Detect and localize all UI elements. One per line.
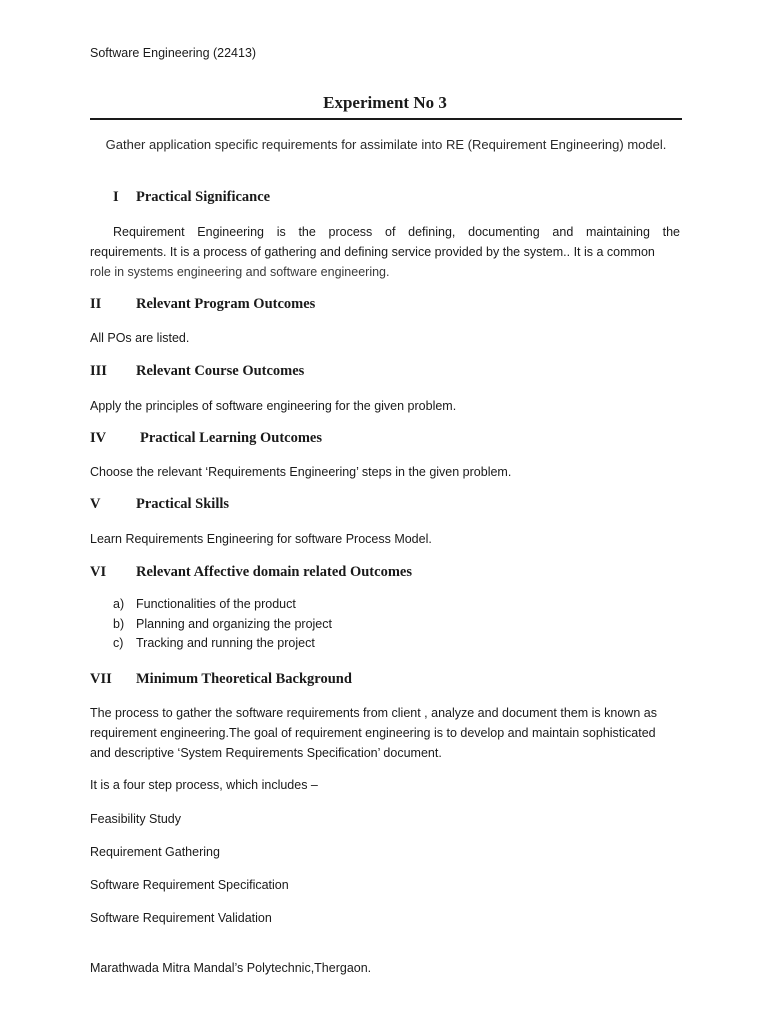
section-heading: Practical Learning Outcomes [140,430,323,446]
paragraph-line: role in systems engineering and software engineering. [90,265,390,279]
process-step: Feasibility Study [90,812,182,826]
section-number: V [90,496,101,512]
page-header: Software Engineering (22413) [90,46,257,60]
section-number: III [90,363,107,379]
process-step: Software Requirement Specification [90,878,289,892]
section-heading: Relevant Course Outcomes [136,363,305,379]
page-footer: Marathwada Mitra Mandal’s Polytechnic,Thergaon. [90,961,372,975]
list-item: Tracking and running the project [136,636,315,650]
list-marker: a) [113,597,125,611]
list-marker: c) [113,636,124,650]
section-number: IV [90,430,107,446]
section-text: Choose the relevant ‘Requirements Engineering’ steps in the given problem. [90,465,512,479]
section-number: VII [90,671,112,687]
section-number: I [113,189,119,205]
title-rule [90,118,682,120]
section-heading: Practical Significance [136,189,271,205]
experiment-aim: Gather application specific requirements for assimilate into RE (Requirement Engineering) model. [105,137,667,152]
paragraph-line: Requirement Engineering is the process of defining, documenting and maintaining the [113,225,680,239]
section-text: Learn Requirements Engineering for software Process Model. [90,532,432,546]
paragraph-line: requirements. It is a process of gathering and defining service provided by the system.. It is a common [90,245,655,259]
section-heading: Practical Skills [136,496,230,512]
section-heading: Minimum Theoretical Background [136,671,352,687]
process-step: Requirement Gathering [90,845,220,859]
section-heading: Relevant Program Outcomes [136,296,316,312]
paragraph-line: The process to gather the software requirements from client , analyze and document them is known as [90,706,657,720]
process-intro: It is a four step process, which includes – [90,778,318,792]
list-marker: b) [113,617,125,631]
list-item: Functionalities of the product [136,597,296,611]
list-item: Planning and organizing the project [136,617,332,631]
page-title: Experiment No 3 [323,93,447,112]
section-number: VI [90,564,107,580]
paragraph-line: requirement engineering.The goal of requirement engineering is to develop and maintain sophisticated [90,726,656,740]
process-step: Software Requirement Validation [90,911,272,925]
section-number: II [90,296,102,312]
section-text: All POs are listed. [90,331,190,345]
section-text: Apply the principles of software engineering for the given problem. [90,399,457,413]
section-heading: Relevant Affective domain related Outcomes [136,564,412,580]
paragraph-line: and descriptive ‘System Requirements Specification’ document. [90,746,442,760]
